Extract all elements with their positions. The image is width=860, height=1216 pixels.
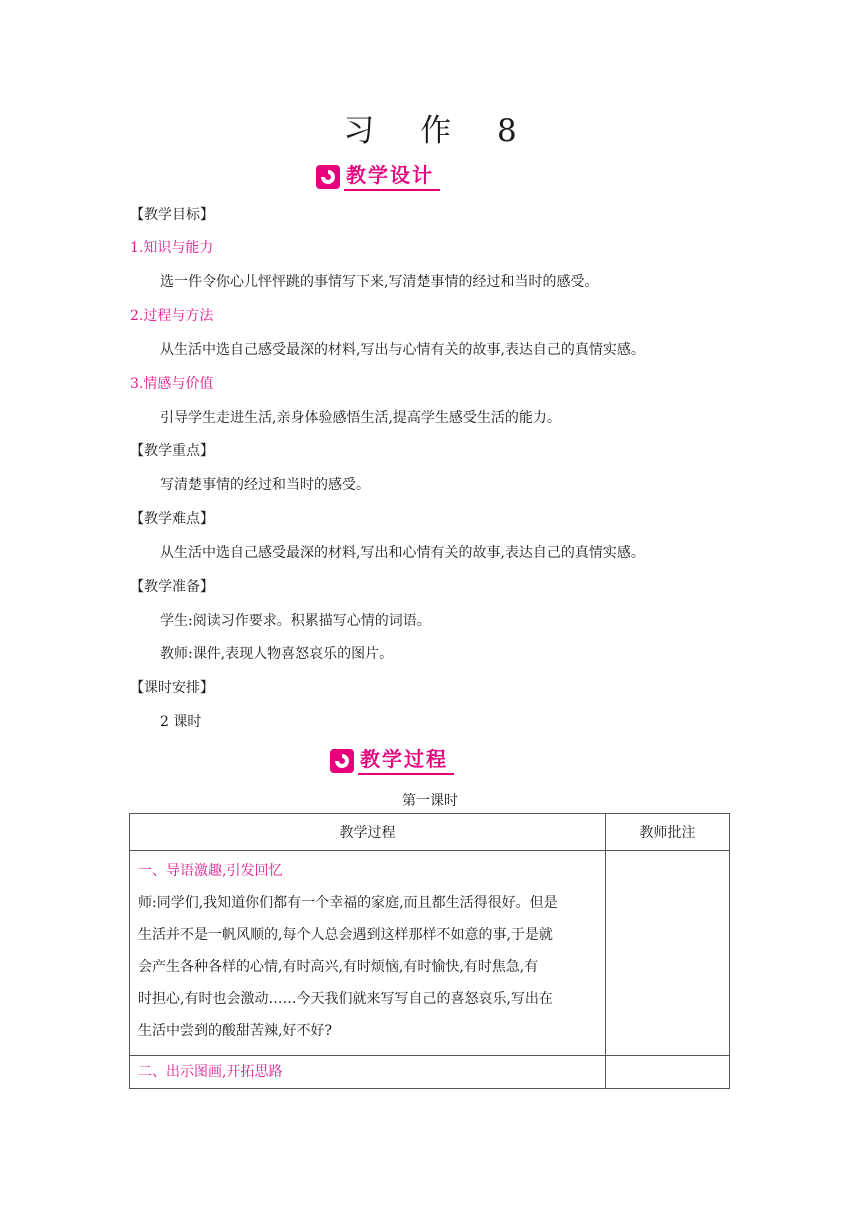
prep-heading: 【教学准备】 bbox=[130, 579, 214, 595]
notes-cell bbox=[606, 851, 730, 1056]
banner-label: 教学过程 bbox=[358, 747, 454, 775]
spiral-logo-icon bbox=[330, 749, 354, 773]
prep-student: 学生:阅读习作要求。积累描写心情的词语。 bbox=[160, 613, 431, 629]
schedule-text: 2 课时 bbox=[160, 714, 202, 730]
schedule-heading: 【课时安排】 bbox=[130, 680, 214, 696]
teaching-process-banner bbox=[330, 746, 454, 776]
section1-line: 生活中尝到的酸甜苦辣,好不好? bbox=[138, 1023, 332, 1039]
table-header-row bbox=[130, 814, 730, 851]
table-row bbox=[130, 851, 730, 1056]
goal2-text: 从生活中选自己感受最深的材料,写出与心情有关的故事,表达自己的真情实感。 bbox=[160, 342, 645, 358]
goal1-text: 选一件令你心儿怦怦跳的事情写下来,写清楚事情的经过和当时的感受。 bbox=[160, 274, 599, 290]
lesson-label: 第一课时 bbox=[402, 793, 458, 809]
difficulty-heading: 【教学难点】 bbox=[130, 511, 214, 527]
section1-line: 生活并不是一帆风顺的,每个人总会遇到这样那样不如意的事,于是就 bbox=[138, 927, 553, 943]
process-cell bbox=[130, 851, 606, 1056]
section2-title: 二、出示图画,开拓思路 bbox=[138, 1064, 283, 1080]
section1-title: 一、导语激趣,引发回忆 bbox=[138, 863, 283, 879]
goal3-text: 引导学生走进生活,亲身体验感悟生活,提高学生感受生活的能力。 bbox=[160, 410, 561, 426]
difficulty-text: 从生活中选自己感受最深的材料,写出和心情有关的故事,表达自己的真情实感。 bbox=[160, 545, 645, 561]
section1-line: 师:同学们,我知道你们都有一个幸福的家庭,而且都生活得很好。但是 bbox=[138, 895, 558, 911]
goal1-title: 1.知识与能力 bbox=[130, 240, 214, 256]
section1-line: 会产生各种各样的心情,有时高兴,有时烦恼,有时愉快,有时焦急,有 bbox=[138, 959, 539, 975]
banner-label: 教学设计 bbox=[344, 163, 440, 191]
spiral-logo-icon bbox=[316, 165, 340, 189]
prep-teacher: 教师:课件,表现人物喜怒哀乐的图片。 bbox=[160, 646, 394, 662]
page-title: 习 作 8 bbox=[343, 113, 535, 149]
column-header-notes: 教师批注 bbox=[606, 814, 730, 851]
process-cell bbox=[130, 1056, 606, 1089]
goal3-title: 3.情感与价值 bbox=[130, 376, 214, 392]
lesson-table bbox=[129, 813, 730, 1089]
goals-heading: 【教学目标】 bbox=[130, 207, 214, 223]
column-header-process: 教学过程 bbox=[130, 814, 606, 851]
goal2-title: 2.过程与方法 bbox=[130, 308, 214, 324]
table-row bbox=[130, 1056, 730, 1089]
section1-line: 时担心,有时也会激动……今天我们就来写写自己的喜怒哀乐,写出在 bbox=[138, 991, 553, 1007]
key-heading: 【教学重点】 bbox=[130, 443, 214, 459]
key-text: 写清楚事情的经过和当时的感受。 bbox=[160, 477, 370, 493]
teaching-design-banner bbox=[316, 162, 440, 192]
notes-cell bbox=[606, 1056, 730, 1089]
